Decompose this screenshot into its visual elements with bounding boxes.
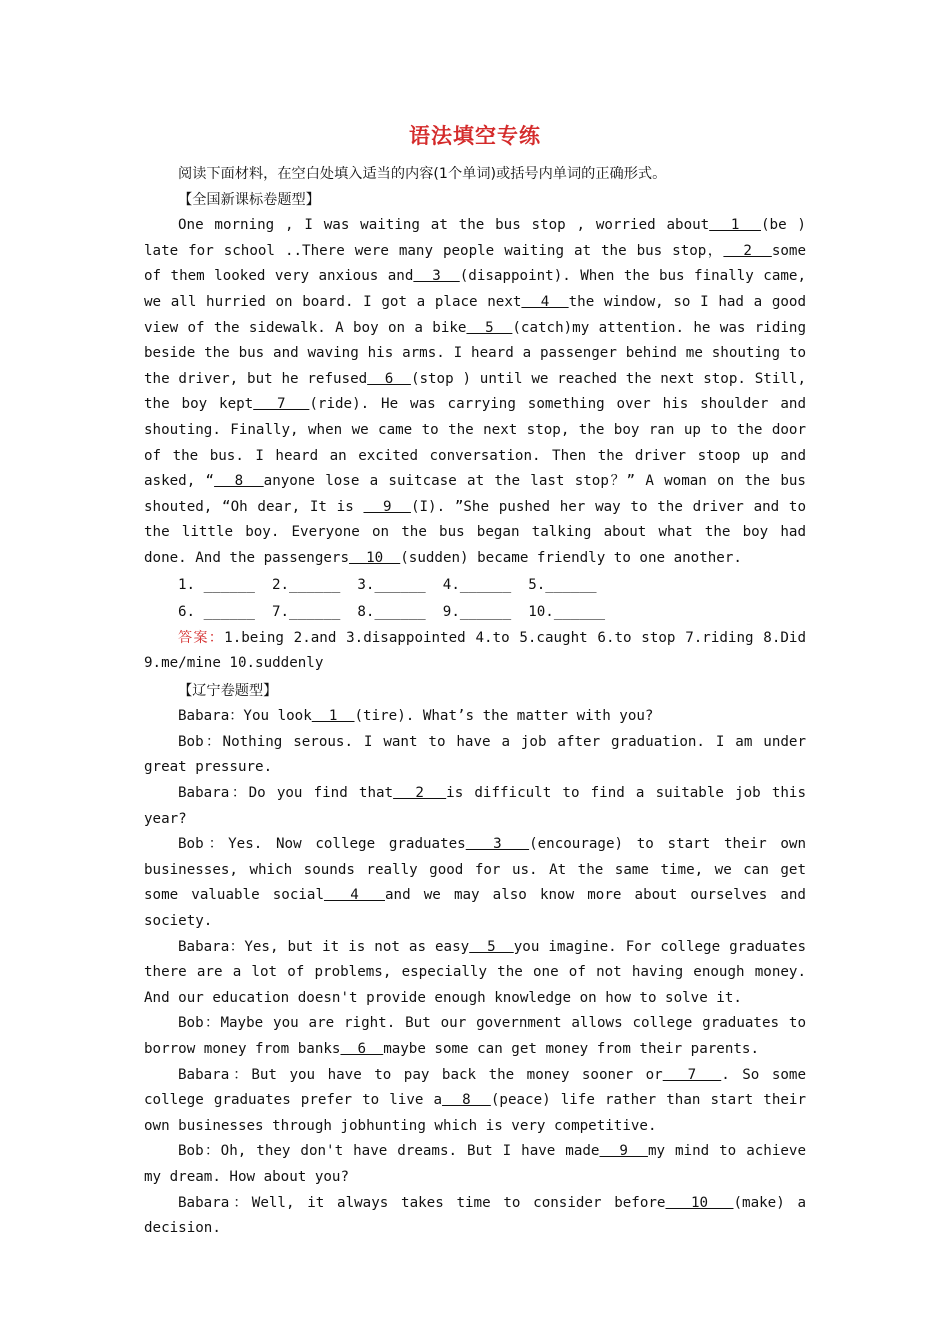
passage1 [144,213,806,571]
dialogue-paragraph [144,1191,806,1242]
passage-text: (disappoint). When the bus finally came, we all hurried on board. I got a place next [144,268,806,310]
answer-blank: 4 [521,293,569,310]
answer-blank: 9 [599,1143,648,1160]
dialogue-paragraph [144,832,806,934]
passage-text: Bob：Maybe you are right. But our government allows college graduates to borrow money from banks [144,1015,806,1057]
answer-blank: 8 [214,473,264,490]
answer-blank: 1 [709,217,761,234]
answer-blank: 10 [349,549,401,566]
section1-heading: 【全国新课标卷题型】 [178,191,320,208]
passage-text: the window, so I had a good view of the sidewalk. A boy on a bike [144,293,806,336]
passage-text: (make) a decision. [144,1194,807,1237]
answer-label: 答案： [178,629,225,646]
dialogue-paragraph [144,935,806,1012]
passage-text: (encourage) to start their own businesses, which sounds really good for us. At the same time, we can get some valuable social [144,836,806,904]
dialogue-paragraph [144,730,806,781]
answer-blank: 5 [466,319,513,336]
answer-blank: 5 [469,938,514,955]
passage-text: . So some college graduates prefer to live a [144,1066,806,1109]
dialogue-paragraph [144,704,806,730]
passage-text: Babara：You look [178,708,312,725]
answer-blank: 6 [367,370,411,387]
passage-text: Bob：Oh, they don't have dreams. But I have made [178,1143,600,1160]
answer-line [144,626,806,677]
instruction: 阅读下面材料，在空白处填入适当的内容(1个单词)或括号内单词的正确形式。 [178,166,667,182]
answer-text: 1.being 2.and 3.disappointed 4.to 5.caught 6.to stop 7.riding 8.Did 9.me/mine 10.suddenly [144,629,806,672]
passage-text: you imagine. For college graduates there are a lot of problems, especially the one of not having enough money. And our education doesn't provide enough knowledge on how to solve it. [144,938,806,1006]
passage-text: (catch)my attention. he was riding beside the bus and waving his arms. I heard a passenger behind me shouting to the driver, but he refused [144,319,806,387]
passage-text: (tire). What’s the matter with you? [354,708,654,725]
passage-text: Babara：Do you find that [178,785,394,802]
answer-blank: 1 [311,708,355,725]
passage-text: Bob：Nothing serous. I want to have a job after graduation. I am under great pressure. [144,733,806,776]
passage-text: Babara：Yes, but it is not as easy [178,938,470,955]
passage-text: my mind to achieve my dream. How about you? [144,1143,806,1185]
blanks-row-1: 1. ______ 2.______ 3.______ 4.______ 5.______ [178,576,597,593]
answer-blank: 7 [662,1066,722,1083]
answer-blank: 8 [442,1092,491,1109]
dialogue [144,704,806,1241]
passage-text: (stop ) until we reached the next stop. Still, the boy kept [144,370,806,413]
page-title: 语法填空专练 [409,123,541,148]
answer-blank: 2 [393,785,447,802]
blanks-row-2: 6. ______ 7.______ 8.______ 9.______ 10.______ [178,603,606,620]
passage-text: maybe some can get money from their parents. [383,1041,760,1057]
dialogue-paragraph [144,1063,806,1140]
answer-blank: 9 [363,498,411,515]
document-page [144,120,806,1242]
answer-blank: 3 [413,268,460,285]
passage-text: One morning , I was waiting at the bus stop , worried about [178,217,710,234]
answer-blank: 4 [323,887,385,904]
section2-heading: 【辽宁卷题型】 [178,682,278,699]
passage-text: anyone lose a suitcase at the last stop？” A woman on the bus shouted, “Oh dear, It is [144,473,806,515]
answer-blank: 2 [723,242,772,259]
answer-blank: 6 [340,1041,384,1057]
passage-text: Babara：But you have to pay back the money sooner or [178,1066,663,1083]
dialogue-paragraph [144,1011,806,1062]
passage-text: (I). ”She pushed her way to the driver and to the little boy. Everyone on the bus began talking about what the boy had done. And the passengers [144,498,807,566]
passage-text: some of them looked very anxious and [144,242,806,285]
passage-text: (be ) late for school ..There were many people waiting at the bus stop， [144,217,806,259]
answer-blank: 7 [253,396,310,413]
dialogue-paragraph [144,781,806,832]
answer-blank: 3 [465,836,530,853]
passage-text: Babara：Well, it always takes time to consider before [178,1194,666,1211]
passage-text: (sudden) became friendly to one another. [400,549,742,566]
passage-text: is difficult to find a suitable job this year? [144,785,806,827]
passage-text: Bob：Yes. Now college graduates [178,836,466,853]
passage-text: (peace) life rather than start their own businesses through jobhunting which is very competitive. [144,1092,806,1134]
answer-blank: 10 [665,1194,734,1211]
passage-text: (ride). He was carrying something over his shoulder and shouting. Finally, when we came to the next stop, the boy ran up to the door of the bus. I heard an excited conversation. Then the driver stoop up and asked, “ [144,396,806,490]
dialogue-paragraph [144,1139,806,1190]
passage-text: and we may also know more about ourselves and society. [144,887,806,930]
